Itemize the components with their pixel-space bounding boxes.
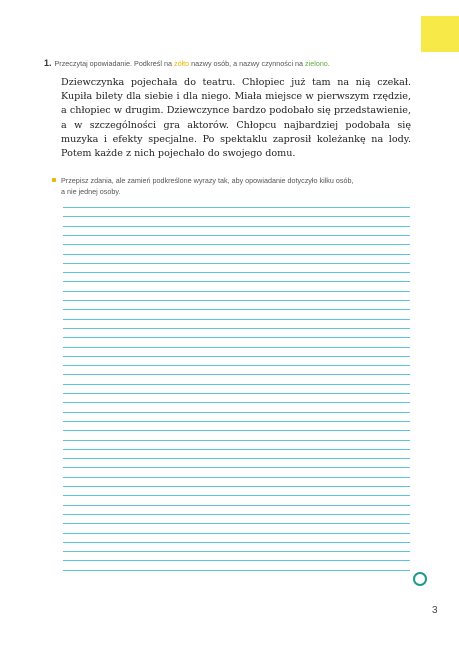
writing-line xyxy=(63,356,410,357)
task-number: 1. xyxy=(44,58,52,68)
writing-line xyxy=(63,458,410,459)
writing-line xyxy=(63,291,410,292)
task-2-second-line: a nie jednej osoby. xyxy=(61,187,121,196)
writing-lines-area[interactable] xyxy=(63,207,410,579)
highlight-word-green: zielono xyxy=(305,59,328,68)
writing-line xyxy=(63,421,410,422)
task-1-text-before: Przeczytaj opowiadanie. Podkreśl na xyxy=(54,59,174,68)
writing-line xyxy=(63,244,410,245)
writing-line xyxy=(63,570,410,571)
yellow-square-bullet-icon xyxy=(52,178,56,182)
writing-line xyxy=(63,309,410,310)
writing-line xyxy=(63,560,410,561)
writing-line xyxy=(63,226,410,227)
writing-line xyxy=(63,365,410,366)
writing-line xyxy=(63,486,410,487)
writing-line xyxy=(63,207,410,208)
writing-line xyxy=(63,402,410,403)
writing-line xyxy=(63,384,410,385)
corner-tab xyxy=(421,16,459,52)
circle-icon xyxy=(413,572,427,586)
writing-line xyxy=(63,449,410,450)
writing-line xyxy=(63,533,410,534)
task-1-instruction xyxy=(44,58,404,69)
writing-line xyxy=(63,467,410,468)
writing-line xyxy=(63,412,410,413)
highlight-word-yellow: żółto xyxy=(173,59,190,68)
writing-line xyxy=(63,319,410,320)
writing-line xyxy=(63,523,410,524)
writing-line xyxy=(63,374,410,375)
task-2-instruction xyxy=(52,175,412,197)
writing-line xyxy=(63,216,410,217)
writing-line xyxy=(63,235,410,236)
writing-line xyxy=(63,505,410,506)
writing-line xyxy=(63,495,410,496)
task-1-text-end: . xyxy=(327,59,330,68)
writing-line xyxy=(63,542,410,543)
writing-line xyxy=(63,514,410,515)
writing-line xyxy=(63,477,410,478)
page-number: 3 xyxy=(432,605,438,616)
writing-line xyxy=(63,337,410,338)
task-1-text-middle: nazwy osób, a nazwy czynności na xyxy=(189,59,306,68)
writing-line xyxy=(63,272,410,273)
task-2-line-1: Przepisz zdania, ale zamień podkreślone wyrazy tak, aby opowiadanie dotyczyło kilku osób, xyxy=(61,176,354,185)
writing-line xyxy=(63,440,410,441)
writing-line xyxy=(63,254,410,255)
writing-line xyxy=(63,328,410,329)
writing-line xyxy=(63,281,410,282)
writing-line xyxy=(63,430,410,431)
story-text: Dziewczynka pojechała do teatru. Chłopiec już tam na nią czekał. Kupiła bilety dla siebie i dla niego. Miała miejsce w pierwszym rzędzie, a chłopiec w drugim. Dziewczynce bardzo podobało się przedstawienie, a w szczególności gra aktorów. Chłopcu najbardziej podobała się muzyka i efekty specjalne. Po spektaklu zaprosił koleżankę na lody. Potem każde z nich pojechało do swojego domu. xyxy=(61,77,411,160)
writing-line xyxy=(63,263,410,264)
writing-line xyxy=(63,393,410,394)
writing-line xyxy=(63,347,410,348)
writing-line xyxy=(63,300,410,301)
task-2-first-line xyxy=(52,175,412,186)
writing-line xyxy=(63,551,410,552)
